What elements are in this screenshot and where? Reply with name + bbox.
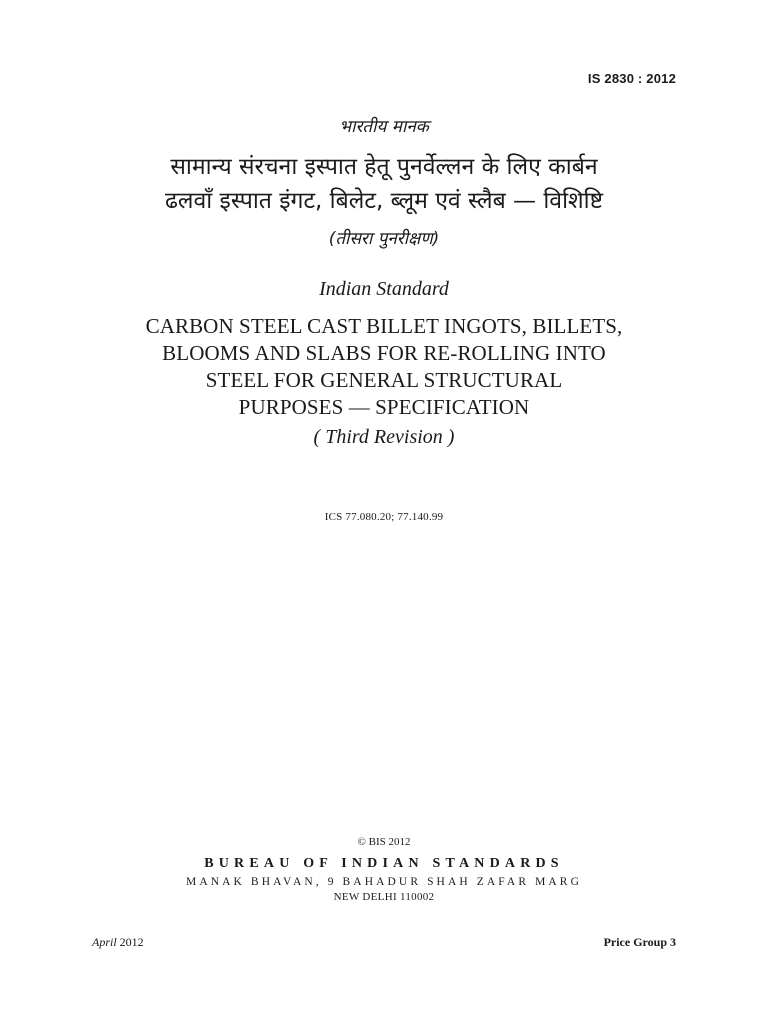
english-title — [0, 313, 768, 421]
standard-number: IS 2830 : 2012 — [587, 71, 676, 86]
issue-date — [92, 935, 144, 950]
hindi-title — [0, 150, 768, 218]
ics-code: ICS 77.080.20; 77.140.99 — [324, 511, 444, 523]
issue-month: April — [92, 935, 117, 949]
publisher-name: BUREAU OF INDIAN STANDARDS — [204, 856, 564, 871]
hindi-title-line-2: ढलवाँ इस्पात इंगट, बिलेट, ब्लूम एवं स्लैब — विशिष्टि — [164, 188, 604, 214]
english-title-line-3: STEEL FOR GENERAL STRUCTURAL — [205, 368, 563, 392]
english-standard-label: Indian Standard — [319, 278, 449, 300]
publisher-address-line-2: NEW DELHI 110002 — [333, 891, 435, 903]
hindi-title-line-1: सामान्य संरचना इस्पात हेतू पुनर्वेल्लन के लिए कार्बन — [170, 154, 598, 180]
english-revision: ( Third Revision ) — [313, 426, 455, 448]
hindi-standard-label: भारतीय मानक — [339, 117, 429, 137]
english-title-line-2: BLOOMS AND SLABS FOR RE-ROLLING INTO — [162, 341, 606, 365]
publisher-address-line-1: MANAK BHAVAN, 9 BAHADUR SHAH ZAFAR MARG — [186, 876, 582, 888]
price-group: Price Group 3 — [603, 935, 676, 949]
copyright-notice: © BIS 2012 — [357, 836, 411, 848]
english-title-line-4: PURPOSES — SPECIFICATION — [238, 395, 530, 419]
hindi-revision: (तीसरा पुनरीक्षण) — [328, 229, 440, 249]
english-title-line-1: CARBON STEEL CAST BILLET INGOTS, BILLETS, — [145, 314, 623, 338]
issue-year: 2012 — [119, 935, 144, 949]
